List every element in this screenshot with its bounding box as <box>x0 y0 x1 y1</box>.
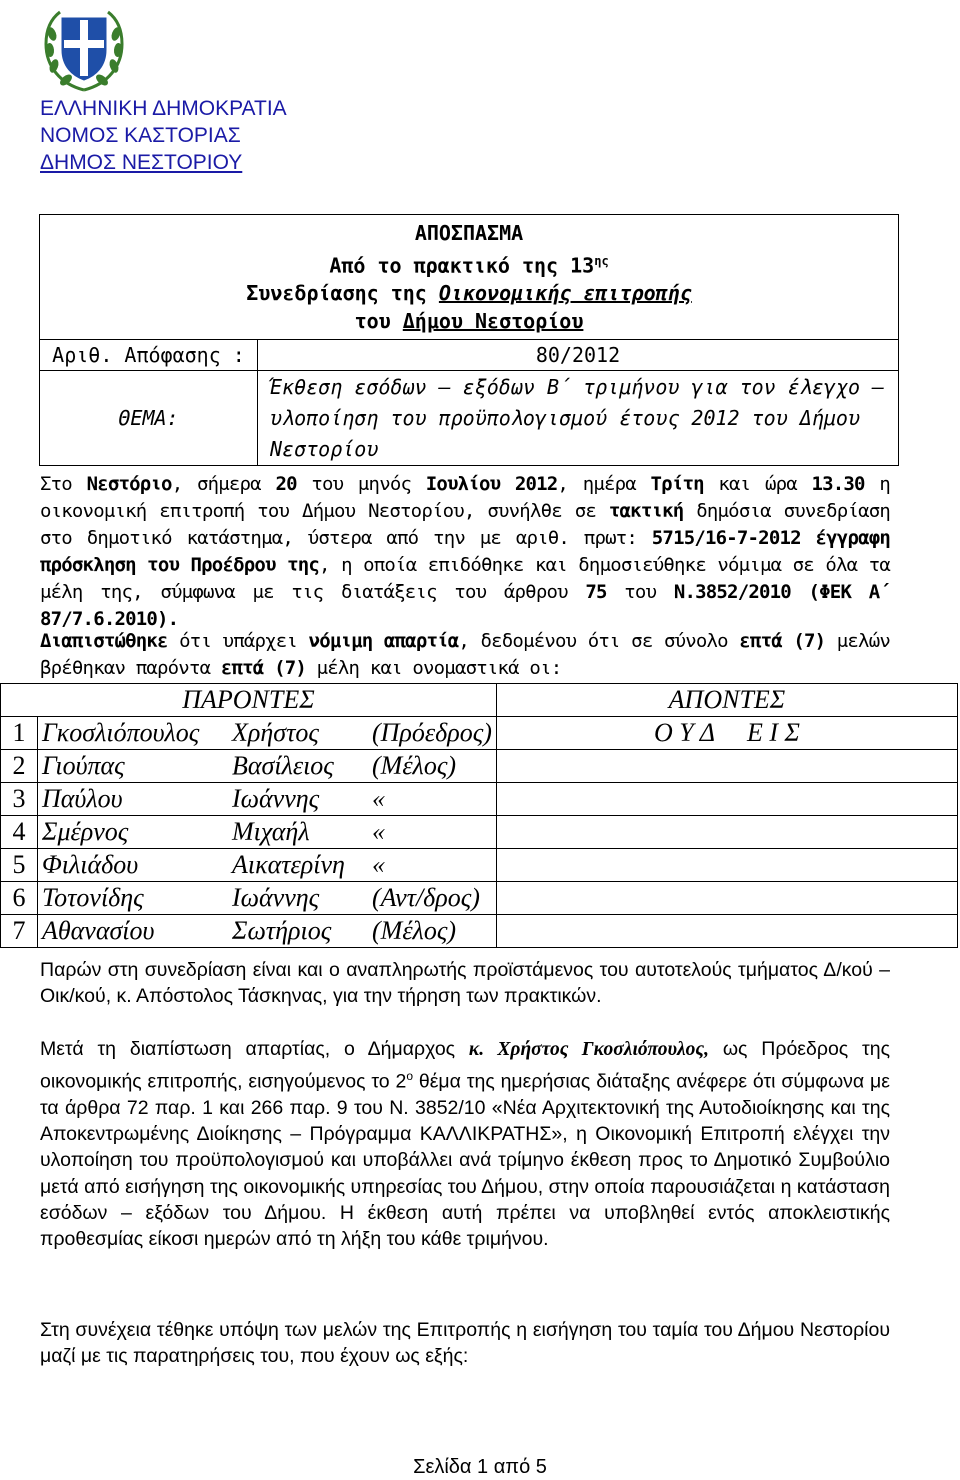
member-number: 2 <box>1 750 38 783</box>
header-line-municipality: ΔΗΜΟΣ ΝΕΣΤΟΡΙΟΥ <box>40 151 243 174</box>
proposal-paragraph: Μετά τη διαπίστωση απαρτίας, ο Δήμαρχος κ. Χρήστος Γκοσλιόπουλος, ως Πρόεδρος της οικονομικής επιτροπής, εισηγούμενος το $2^o$ θέμα της ημερήσιας διάταξης ανέφερε ότι σύμφωνα με τα άρθρα 72 παρ. 1 και 266 παρ. 9 του Ν. 3852/10 «Νέα Αρχιτεκτονική της Αυτοδιοίκησης και της Αποκεντρωμένης Διοίκησης – Πρόγραμμα ΚΑΛΛΙΚΡΑΤΗΣ», η Οικονομική Επιτροπή ελέγχει την υλοποίηση του προϋπολογισμού και υποβάλλει ανά τρίμηνο έκθεση προς το Δημοτικό Συμβούλιο μετά από εισήγηση της οικονομικής υπηρεσίας του Δήμου, στην οποία παρουσιάζεται η κατάσταση εσόδων – εξόδων του Δήμου. Η έκθεση αυτή πρέπει να υποβληθεί εντός αποκλειστικής προθεσμίας είκοσι ημερών από τη λήξη του κάθε τριμήνου. <box>40 1038 890 1250</box>
member-number: 1 <box>1 717 38 750</box>
session-line: Συνεδρίασης της Οικονομικής επιτροπής <box>246 281 692 306</box>
absent-header: ΑΠΟΝΤΕΣ <box>496 684 957 717</box>
issuer-header <box>40 95 287 176</box>
absent-cell <box>496 849 957 882</box>
member-row <box>1 783 958 816</box>
member-name: Τοτονίδης Ιωάννης (Αντ/δρος) <box>38 882 497 915</box>
municipality-line: του Δήμου Νεστορίου <box>354 309 584 334</box>
member-name: Γιούπας Βασίλειος (Μέλος) <box>38 750 497 783</box>
quorum-paragraph: Διαπιστώθηκε ότι υπάρχει νόμιμη απαρτία, δεδομένου ότι σε σύνολο επτά (7) μελών βρέθηκαν παρόντα επτά (7) μέλη και ονομαστικά οι: <box>40 630 890 679</box>
absent-cell <box>496 750 957 783</box>
apospasma-title: ΑΠΟΣΠΑΣΜΑ <box>414 220 524 245</box>
absent-cell <box>496 783 957 816</box>
member-number: 4 <box>1 816 38 849</box>
decision-number: 80/2012 <box>258 340 899 371</box>
member-row <box>1 882 958 915</box>
intro-paragraph: Στο Νεστόριο, σήμερα 20 του μηνός Ιουλίου 2012, ημέρα Τρίτη και ώρα 13.30 η οικονομική επιτροπή του Δήμου Νεστορίου, συνήλθε σε τακτική δημόσια συνεδρίαση στο δημοτικό κατάστημα, ύστερα από την με αριθ. πρωτ: 5715/16-7-2012 έγγραφη πρόσκληση του Προέδρου της, η οποία επιδόθηκε και δημοσιεύθηκε νόμιμα σε όλα τα μέλη της, σύμφωνα με τις διατάξεις του άρθρου 75 του Ν.3852/2010 (ΦΕΚ Α΄ 87/7.6.2010). <box>40 473 891 630</box>
secretary-paragraph: Παρών στη συνεδρίαση είναι και ο αναπληρωτής προϊστάμενος του αυτοτελούς τμήματος Δ/κού – Οικ/κού, κ. Απόστολος Τάσκηνας, για την τήρηση των πρακτικών. <box>40 959 890 1008</box>
title-cell <box>40 215 899 340</box>
member-number: 5 <box>1 849 38 882</box>
present-header: ΠΑΡΟΝΤΕΣ <box>1 684 497 717</box>
members-table <box>0 683 958 948</box>
member-name: Σμέρνος Μιχαήλ « <box>38 816 497 849</box>
member-row <box>1 717 958 750</box>
absent-cell <box>496 816 957 849</box>
title-table <box>39 214 899 466</box>
member-number: 6 <box>1 882 38 915</box>
greek-coat-of-arms-icon <box>40 4 128 96</box>
member-name: Αθανασίου Σωτήριος (Μέλος) <box>38 915 497 948</box>
absent-cell: Ο Υ Δ Ε Ι Σ <box>496 717 957 750</box>
header-line-prefecture: ΝΟΜΟΣ ΚΑΣΤΟΡΙΑΣ <box>40 124 241 147</box>
member-name: Φιλιάδου Αικατερίνη « <box>38 849 497 882</box>
absent-cell <box>496 882 957 915</box>
member-row <box>1 750 958 783</box>
member-name: Γκοσλιόπουλος Χρήστος (Πρόεδρος) <box>38 717 497 750</box>
member-number: 3 <box>1 783 38 816</box>
header-line-republic: ΕΛΛΗΝΙΚΗ ΔΗΜΟΚΡΑΤΙΑ <box>40 97 287 120</box>
subject-label: ΘΕΜΑ: <box>40 371 258 466</box>
member-row <box>1 915 958 948</box>
minutes-line: Από το πρακτικό της $13^{\eta\varsigma}$ <box>329 253 609 278</box>
submission-paragraph: Στη συνέχεια τέθηκε υπόψη των μελών της Επιτροπής η εισήγηση του ταμία του Δήμου Νεστορίου μαζί με τις παρατηρήσεις του, που έχουν ως εξής: <box>40 1319 890 1368</box>
member-number: 7 <box>1 915 38 948</box>
member-row <box>1 816 958 849</box>
decision-label: Αριθ. Απόφασης : <box>40 340 258 371</box>
absent-cell <box>496 915 957 948</box>
member-name: Παύλου Ιωάννης « <box>38 783 497 816</box>
subject-text: Έκθεση εσόδων – εξόδων Β΄ τριμήνου για τον έλεγχο – υλοποίηση του προϋπολογισμού έτους 2012 του Δήμου Νεστορίου <box>258 371 899 466</box>
page-footer: Σελίδα 1 από 5 <box>413 1456 547 1478</box>
member-row <box>1 849 958 882</box>
